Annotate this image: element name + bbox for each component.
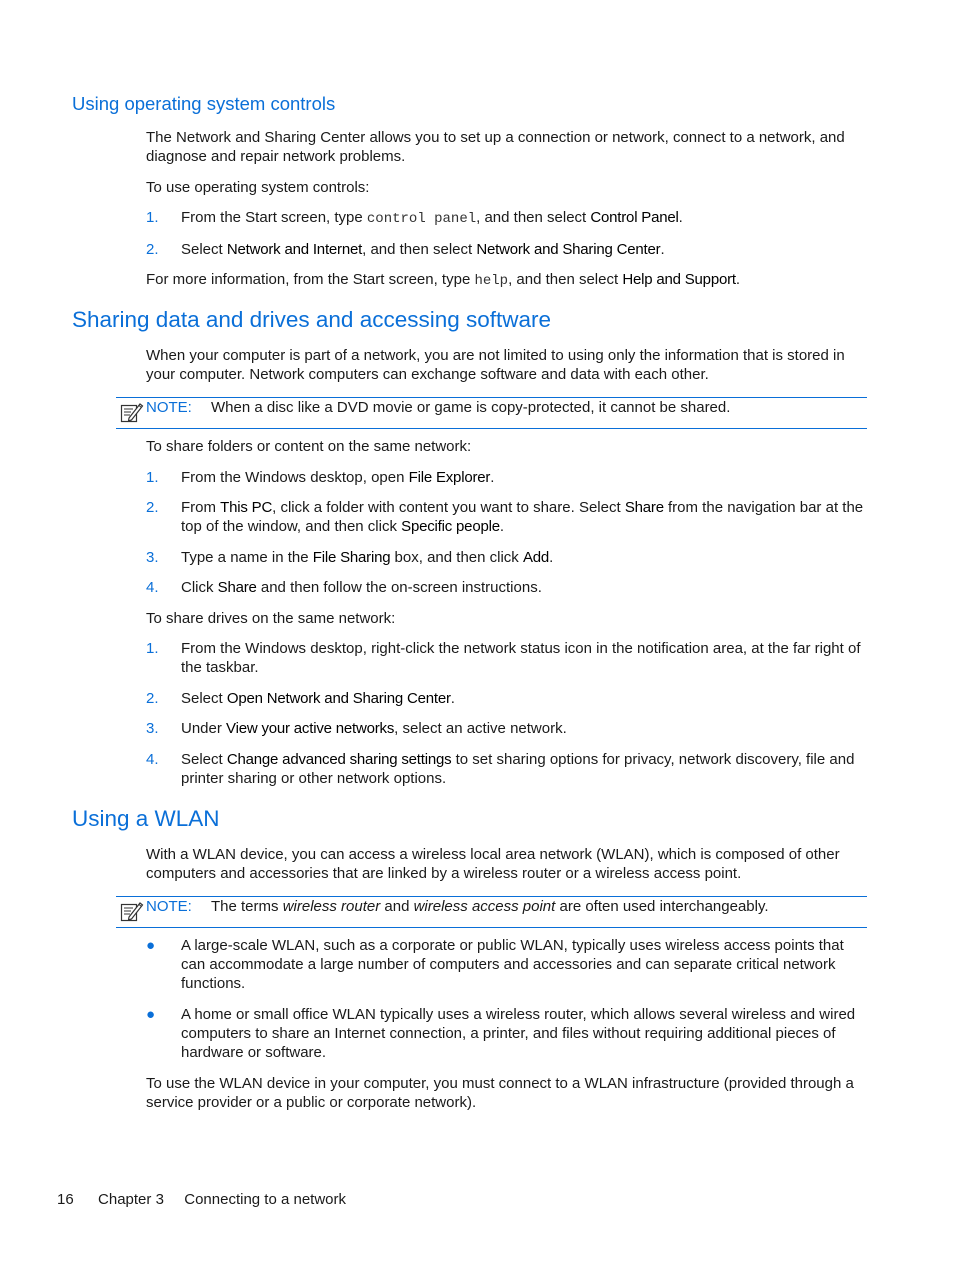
- list-item-text: Select Network and Internet, and then select Network and Sharing Center.: [181, 241, 665, 258]
- note-text: When a disc like a DVD movie or game is copy-protected, it cannot be shared.: [211, 399, 731, 416]
- code-text: help: [474, 273, 509, 289]
- chapter-label: Chapter 3: [98, 1191, 164, 1208]
- list-number: 4.: [146, 751, 159, 768]
- paragraph-intro-wlan: With a WLAN device, you can access a wireless local area network (WLAN), which is composed of other computers and accessories that are linked by a wireless router or a wireless access point.: [146, 846, 840, 882]
- ui-term: Control Panel: [590, 209, 679, 226]
- list-item-text: Type a name in the File Sharing box, and then click Add.: [181, 549, 554, 566]
- section-heading-sharing: Sharing data and drives and accessing software: [72, 307, 552, 332]
- page-footer: [57, 1191, 346, 1208]
- list-number: 3.: [146, 720, 159, 737]
- note-text: The terms wireless router and wireless access point are often used interchangeably.: [211, 898, 769, 915]
- note-pencil-icon: [120, 900, 144, 927]
- list-item-text: From the Windows desktop, open File Explorer.: [181, 469, 495, 486]
- section-heading-wlan: Using a WLAN: [72, 806, 220, 831]
- bullet-icon: ●: [146, 1006, 156, 1023]
- list-item-text: From the Windows desktop, right-click the network status icon in the notification area, at the far right of the taskbar.: [181, 640, 861, 676]
- list-item-text: Under View your active networks, select an active network.: [181, 720, 567, 737]
- paragraph-more-info: For more information, from the Start screen, type help, and then select Help and Support.: [146, 271, 741, 289]
- list-item-text: Click Share and then follow the on-screen instructions.: [181, 579, 542, 596]
- bullet-icon: ●: [146, 937, 156, 954]
- list-item-text: From the Start screen, type control panel, and then select Control Panel.: [181, 209, 683, 227]
- list-item-text: Select Change advanced sharing settings to set sharing options for privacy, network discovery, file and printer sharing or other network options.: [181, 751, 855, 787]
- list-number: 3.: [146, 549, 159, 566]
- code-text: control panel: [366, 211, 477, 227]
- note-label: NOTE:: [146, 898, 192, 915]
- note-label: NOTE:: [146, 399, 192, 416]
- list-item-text: A large-scale WLAN, such as a corporate or public WLAN, typically uses wireless access points that can accommodate a large number of computers and accessories and can separate critical network functions.: [181, 937, 844, 992]
- list-item-text: From This PC, click a folder with content you want to share. Select Share from the navigation bar at the top of the window, and then click Specific people.: [181, 499, 864, 535]
- list-number: 1.: [146, 640, 159, 657]
- paragraph-intro-sharing: When your computer is part of a network, you are not limited to using only the information that is stored in your computer. Network computers can exchange software and data with each other.: [146, 347, 845, 383]
- list-number: 1.: [146, 469, 159, 486]
- note-box: [116, 397, 867, 429]
- chapter-title: Connecting to a network: [184, 1191, 347, 1208]
- list-number: 2.: [146, 690, 159, 707]
- paragraph-intro-os: The Network and Sharing Center allows you to set up a connection or network, connect to a network, and diagnose and repair network problems.: [146, 129, 845, 165]
- list-item-text: Select Open Network and Sharing Center.: [181, 690, 455, 707]
- note-pencil-icon: [120, 401, 144, 428]
- paragraph-lead-os: To use operating system controls:: [146, 179, 370, 196]
- paragraph-outro-wlan: To use the WLAN device in your computer, you must connect to a WLAN infrastructure (provided through a service provider or a public or corporate network).: [146, 1075, 854, 1111]
- paragraph-lead-folders: To share folders or content on the same network:: [146, 438, 472, 455]
- list-number: 1.: [146, 209, 159, 226]
- note-box: [116, 896, 867, 928]
- list-number: 2.: [146, 241, 159, 258]
- paragraph-lead-drives: To share drives on the same network:: [146, 610, 396, 627]
- list-number: 4.: [146, 579, 159, 596]
- section-heading-os-controls: Using operating system controls: [72, 93, 336, 114]
- page-number: 16: [57, 1191, 74, 1208]
- list-item-text: A home or small office WLAN typically uses a wireless router, which allows several wireless and wired computers to share an Internet connection, a printer, and files without requiring additional pieces of hardware or software.: [181, 1006, 856, 1061]
- list-number: 2.: [146, 499, 159, 516]
